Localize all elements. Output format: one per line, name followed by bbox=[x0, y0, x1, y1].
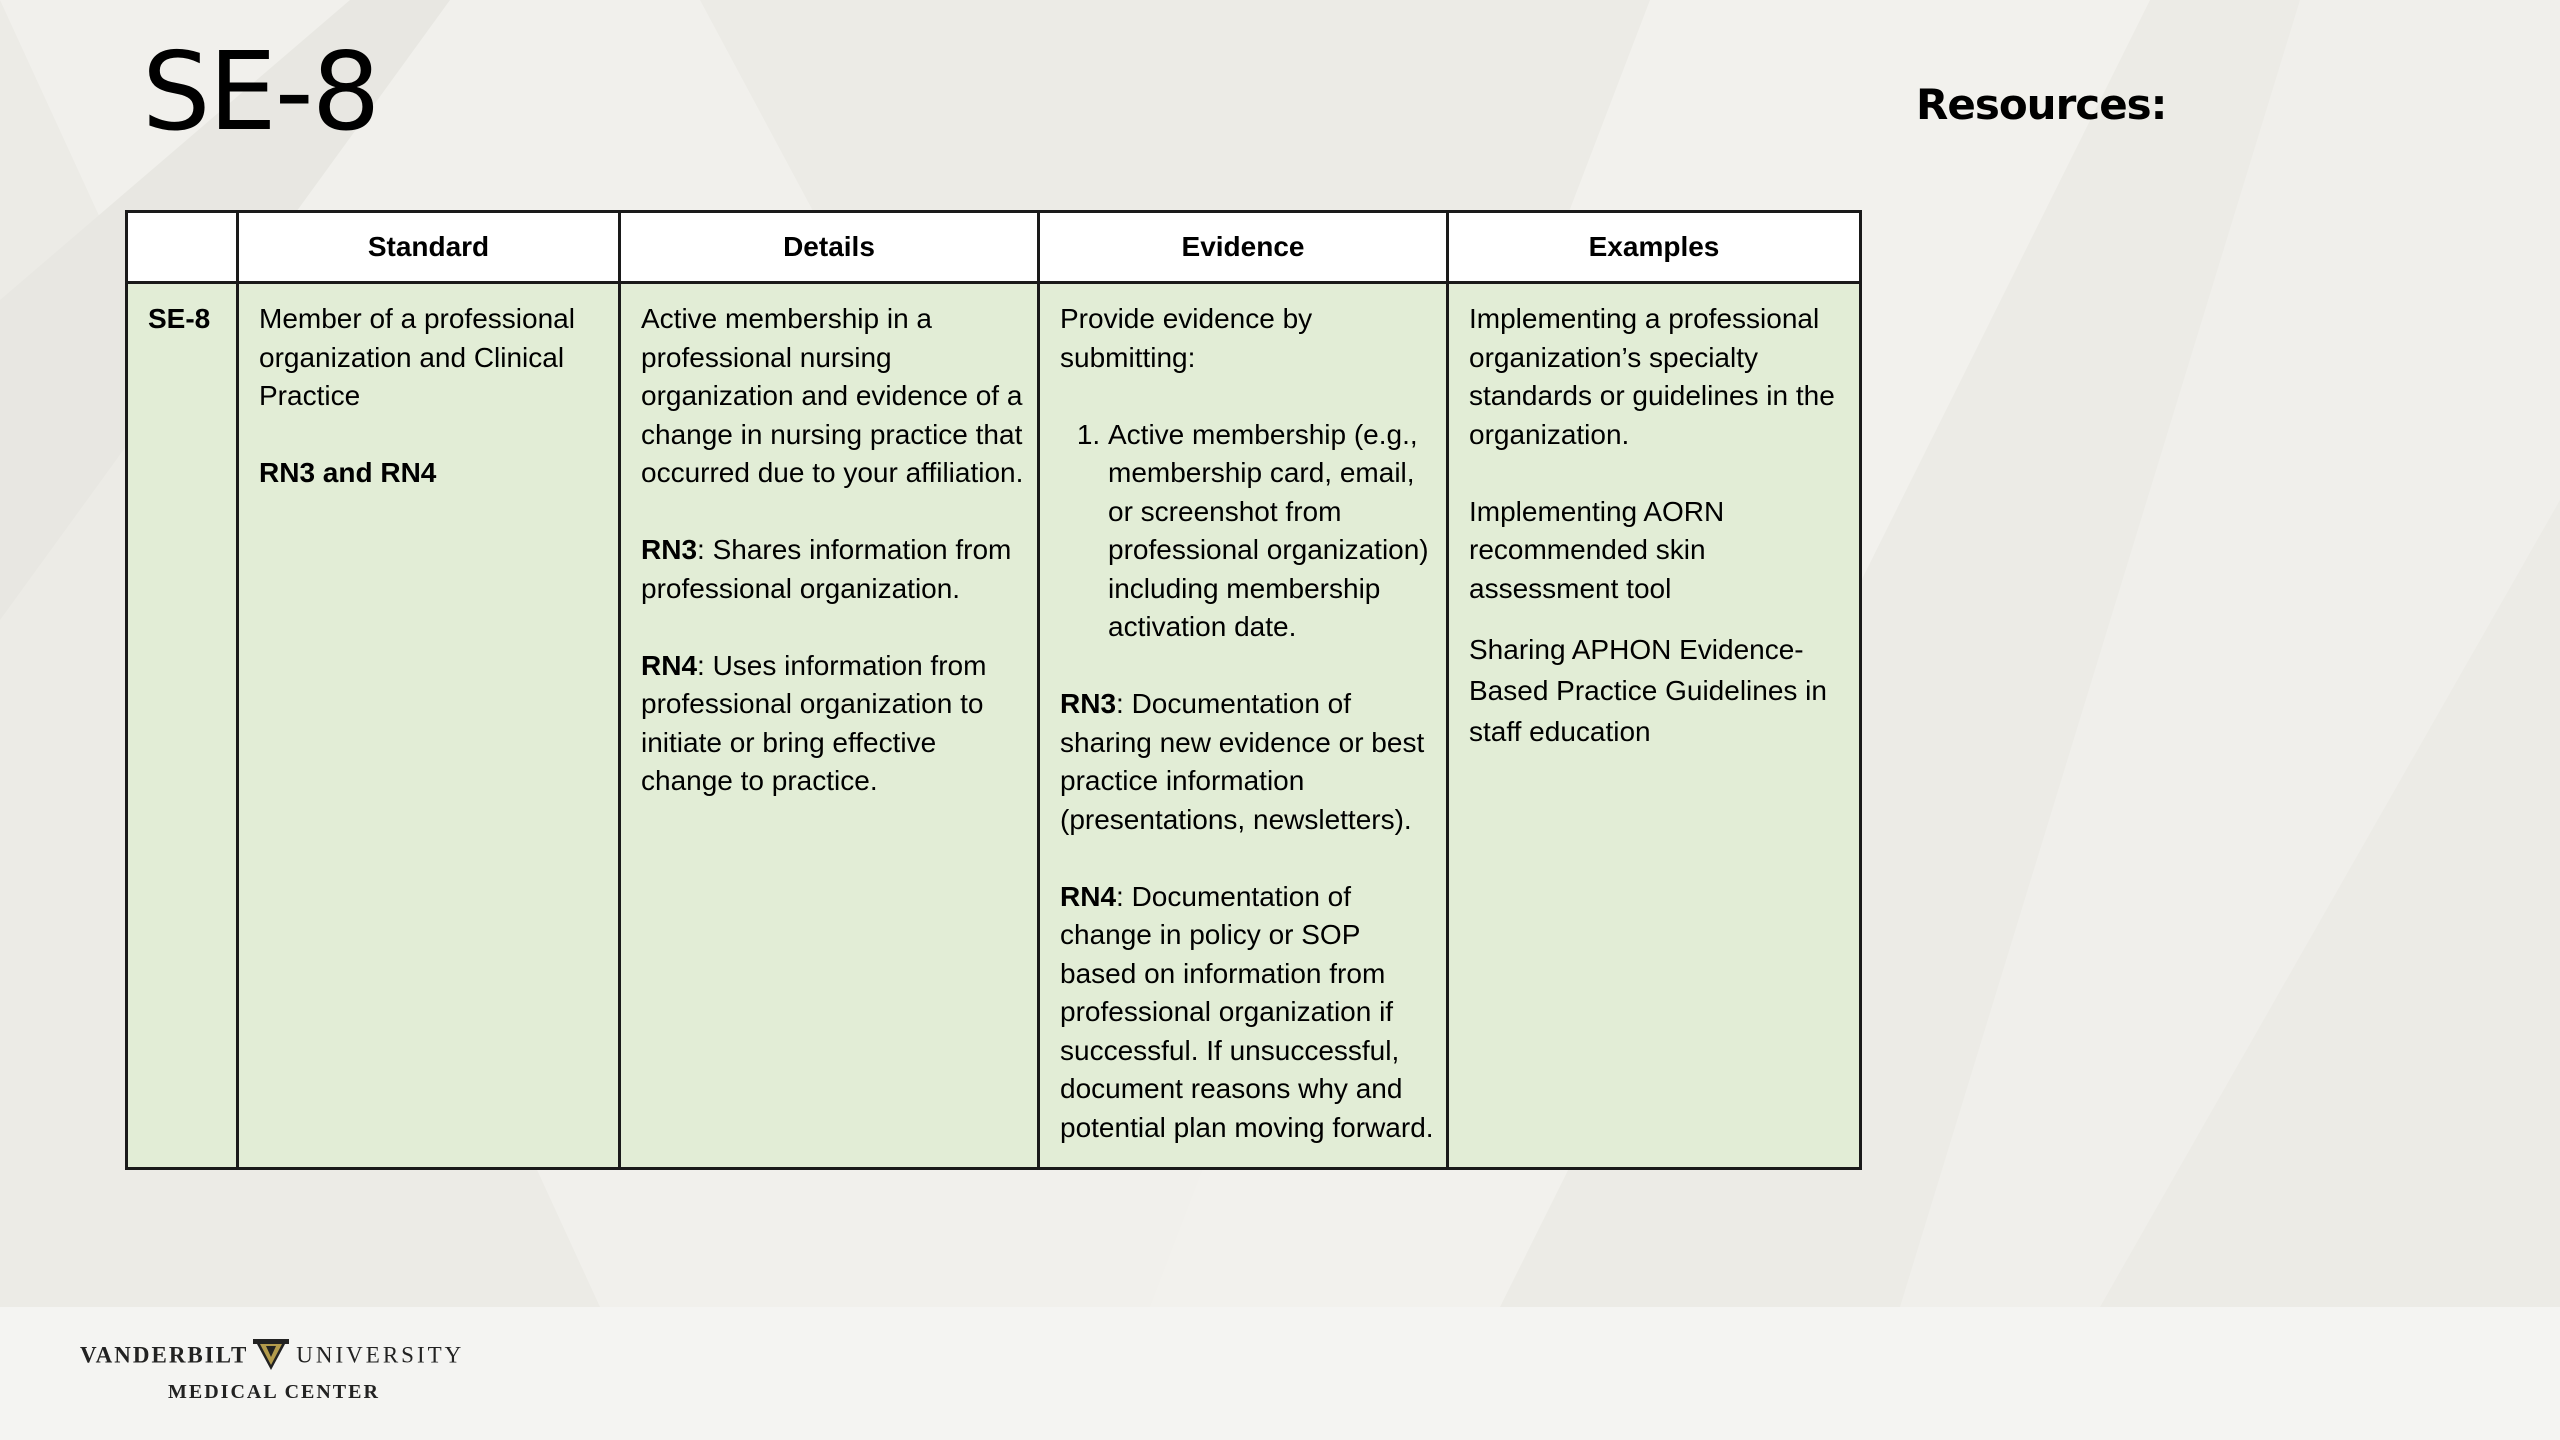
details-rn4-text: : Uses information from professional organization to initiate or bring effective change to practice. bbox=[641, 649, 987, 796]
logo-word-vanderbilt: VANDERBILT bbox=[80, 1342, 249, 1368]
logo-wordmark bbox=[80, 1340, 464, 1374]
evidence-rn4-label: RN4 bbox=[1060, 880, 1117, 912]
column-header-examples: Examples bbox=[1448, 212, 1861, 283]
evidence-rn3-label: RN3 bbox=[1060, 688, 1117, 719]
details-rn4-label: RN4 bbox=[641, 649, 698, 681]
example-item: Implementing AORN recommended skin assessment tool bbox=[1469, 495, 1725, 604]
evidence-cell bbox=[1039, 283, 1448, 1169]
example-item: Sharing APHON Evidence-Based Practice Guidelines in staff education bbox=[1469, 634, 1827, 747]
evidence-rn4 bbox=[1060, 878, 1438, 1148]
table-header-row bbox=[127, 212, 1861, 283]
table-row bbox=[127, 283, 1861, 1169]
details-rn3-label: RN3 bbox=[641, 534, 698, 565]
evidence-intro: Provide evidence by submitting: bbox=[1060, 303, 1313, 373]
standard-text: Member of a professional organization and Clinical Practice bbox=[259, 303, 575, 411]
requirements-table bbox=[125, 210, 1862, 1170]
details-rn3 bbox=[641, 531, 1029, 608]
row-id-cell: SE-8 bbox=[127, 283, 238, 1169]
logo-word-university: UNIVERSITY bbox=[296, 1342, 465, 1368]
vanderbilt-v-oak-icon bbox=[252, 1337, 290, 1371]
standard-levels: RN3 and RN4 bbox=[259, 457, 437, 488]
standard-cell bbox=[238, 283, 620, 1169]
resources-heading: Resources: bbox=[1916, 80, 2167, 129]
details-intro: Active membership in a professional nursing organization and evidence of a change in nursing practice that occurred due to your affiliation. bbox=[641, 303, 1024, 488]
vanderbilt-logo bbox=[80, 1330, 480, 1410]
column-header-standard: Standard bbox=[238, 212, 620, 283]
examples-cell bbox=[1448, 283, 1861, 1169]
column-header-id bbox=[127, 212, 238, 283]
evidence-list bbox=[1060, 416, 1438, 647]
evidence-rn4-text: : Documentation of change in policy or SOP based on information from professional organization if successful. If unsuccessful, document reasons why and potential plan moving forward. bbox=[1060, 880, 1434, 1143]
details-rn4 bbox=[641, 647, 1029, 801]
column-header-evidence: Evidence bbox=[1039, 212, 1448, 283]
details-rn3-text: : Shares information from professional organization. bbox=[641, 534, 1012, 604]
evidence-list-item: 1. Active membership (e.g., membership card, email, or screenshot from professional organization) including membership activation date. bbox=[1108, 416, 1438, 647]
evidence-rn3-text: : Documentation of sharing new evidence or best practice information (presentations, newsletters). bbox=[1060, 688, 1425, 835]
evidence-rn3 bbox=[1060, 685, 1438, 839]
slide-title: SE-8 bbox=[142, 30, 379, 155]
logo-subtitle: MEDICAL CENTER bbox=[168, 1381, 380, 1403]
example-item: Implementing a professional organization’s specialty standards or guidelines in the organization. bbox=[1469, 303, 1835, 450]
column-header-details: Details bbox=[620, 212, 1039, 283]
details-cell bbox=[620, 283, 1039, 1169]
